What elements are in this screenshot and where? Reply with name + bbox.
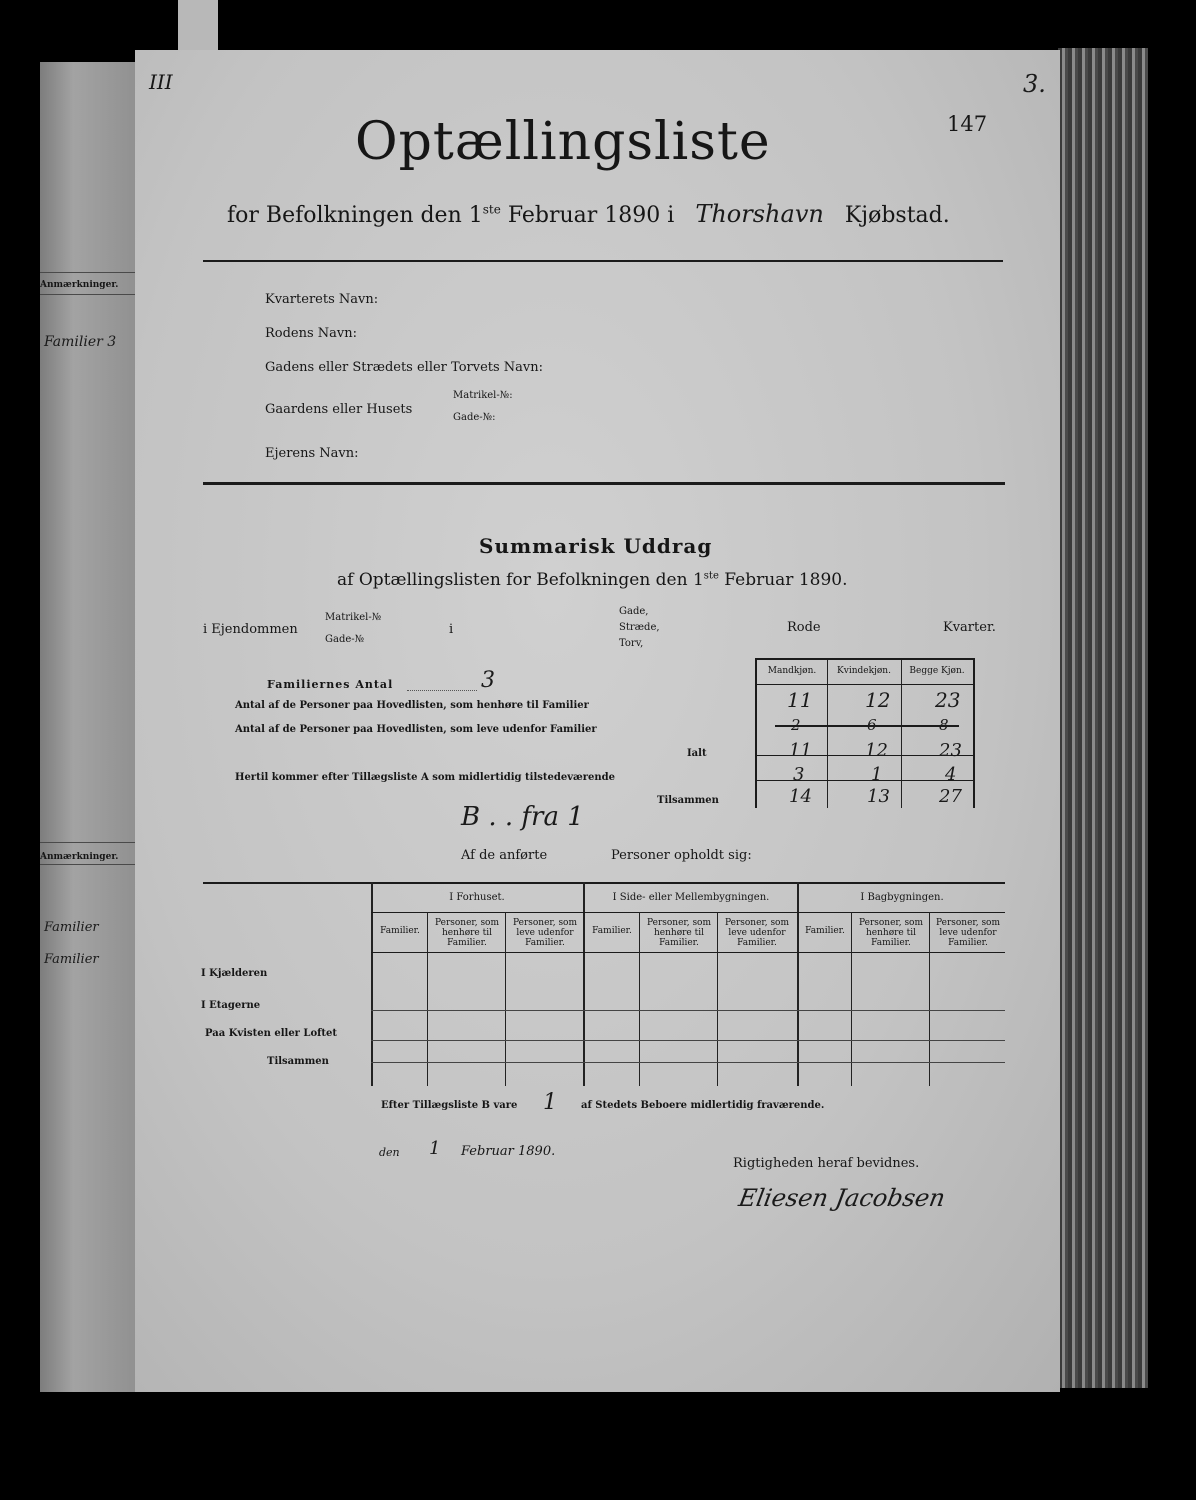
summary-gade-no-label: Gade-№ — [325, 634, 365, 645]
matrikel-label: Matrikel-№: — [453, 390, 513, 401]
familier-dots — [407, 690, 477, 692]
census-page — [135, 50, 1060, 1392]
summary-subheading-sup: ste — [703, 570, 719, 582]
town-handwritten: Thorshavn — [695, 200, 824, 228]
row-label-3: Ialt — [687, 748, 707, 759]
sub-udenfor-1: Personer, som leve udenfor Familier. — [512, 918, 578, 948]
familier-label: Familiernes Antal — [267, 678, 394, 691]
familier-value: 3 — [481, 668, 495, 693]
date-day: 1 — [429, 1138, 441, 1159]
title-rule — [203, 260, 1003, 262]
group-side: I Side- eller Mellembygningen. — [612, 892, 770, 903]
r1-kvinde: 12 — [865, 688, 891, 712]
gade-option: Gade, — [619, 606, 649, 617]
margin-handwriting-1: Familier 3 — [44, 334, 117, 350]
sub-familier-1: Familier. — [380, 926, 420, 936]
r4-begge: 4 — [945, 764, 957, 785]
subtitle-prefix: for Befolkningen den 1 — [227, 203, 483, 228]
straede-option: Stræde, — [619, 622, 660, 633]
res-row-tilsammen: Tilsammen — [267, 1056, 329, 1067]
col-kvinde: Kvindekjøn. — [837, 666, 891, 676]
tillaeg-value: 1 — [543, 1090, 557, 1115]
attest-text: Rigtigheden heraf bevidnes. — [733, 1156, 920, 1171]
subtitle-sup: ste — [482, 202, 501, 217]
gade-label: Gadens eller Strædets eller Torvets Navn: — [265, 360, 544, 375]
location-rule — [203, 482, 1005, 485]
kvarter-label: Kvarterets Navn: — [265, 292, 379, 307]
r3-kvinde: 12 — [865, 740, 888, 761]
res-row-kjaelder: I Kjælderen — [201, 968, 268, 979]
summary-subheading-prefix: af Optællingslisten for Befolkningen den 1 — [337, 570, 704, 590]
summary-matrikel-label: Matrikel-№ — [325, 612, 382, 623]
gade-no-label: Gade-№: — [453, 412, 496, 423]
r5-kvinde: 13 — [867, 786, 890, 807]
tillaeg-suffix: af Stedets Beboere midlertidig fraværende. — [581, 1100, 825, 1111]
sub-familier-3: Familier. — [805, 926, 845, 936]
r5-mand: 14 — [789, 786, 812, 807]
col-mand: Mandkjøn. — [767, 666, 817, 676]
row-label-2: Antal af de Personer paa Hovedlisten, som leve udenfor Familier — [235, 724, 597, 735]
row-label-1: Antal af de Personer paa Hovedlisten, som henhøre til Familier — [235, 700, 589, 711]
signature: Eliesen Jacobsen — [736, 1184, 948, 1212]
res-row-kvist: Paa Kvisten eller Loftet — [205, 1028, 338, 1039]
page-title: Optællingsliste — [355, 112, 771, 172]
subtitle-mid: Februar 1890 i — [500, 203, 675, 228]
summary-subheading-suffix: Februar 1890. — [718, 570, 848, 590]
margin-handwriting-2: Familier — [44, 920, 99, 935]
r1-mand: 11 — [787, 688, 813, 712]
volume-mark: III — [149, 70, 173, 94]
margin-heading-2: Anmærkninger. — [40, 852, 119, 862]
ejendom-label: i Ejendommen — [203, 622, 298, 637]
sub-henhore-3: Personer, som henhøre til Familier. — [858, 918, 924, 948]
sub-familier-2: Familier. — [592, 926, 632, 936]
group-forhus: I Forhuset. — [449, 892, 505, 903]
group-bag: I Bagbygningen. — [860, 892, 944, 903]
sub-henhore-1: Personer, som henhøre til Familier. — [434, 918, 500, 948]
sub-udenfor-2: Personer, som leve udenfor Familier. — [724, 918, 790, 948]
residence-table — [371, 882, 1005, 1086]
summary-i: i — [449, 622, 454, 637]
r4-mand: 3 — [793, 764, 805, 785]
res-row-etager: I Etagerne — [201, 1000, 261, 1011]
summary-heading: Summarisk Uddrag — [479, 534, 713, 558]
margin-heading-1: Anmærkninger. — [40, 280, 119, 290]
rode-label-2: Rode — [787, 620, 821, 635]
rode-label: Rodens Navn: — [265, 326, 358, 341]
r1-begge: 23 — [935, 688, 961, 712]
row-label-5: Tilsammen — [657, 795, 719, 806]
torv-option: Torv, — [619, 638, 644, 649]
date-rest: Februar 1890. — [461, 1144, 556, 1159]
page-number: 147 — [947, 112, 988, 136]
summary-subheading — [337, 570, 848, 590]
subtitle-suffix: Kjøbstad. — [844, 203, 950, 228]
subtitle — [227, 200, 950, 228]
page-edges — [1058, 48, 1148, 1388]
residence-intro-left: Af de anførte — [461, 848, 548, 863]
r3-begge: 23 — [939, 740, 962, 761]
r5-begge: 27 — [939, 786, 962, 807]
row-label-4: Hertil kommer efter Tillægsliste A som midlertidig tilstedeværende — [235, 772, 616, 783]
kvarter-label-2: Kvarter. — [943, 620, 996, 635]
sub-udenfor-3: Personer, som leve udenfor Familier. — [935, 918, 1001, 948]
handwritten-note: B . . fra 1 — [461, 802, 584, 832]
sheet-number: 3. — [1023, 70, 1046, 98]
tillaeg-prefix: Efter Tillægsliste B vare — [381, 1100, 518, 1111]
strike-line — [775, 725, 959, 727]
paper-tab — [178, 0, 218, 50]
col-begge: Begge Kjøn. — [909, 666, 965, 676]
ejer-label: Ejerens Navn: — [265, 446, 359, 461]
sub-henhore-2: Personer, som henhøre til Familier. — [646, 918, 712, 948]
r3-mand: 11 — [789, 740, 812, 761]
r4-kvinde: 1 — [871, 764, 883, 785]
margin-handwriting-3: Familier — [44, 952, 99, 967]
date-prefix: den — [379, 1146, 400, 1159]
residence-intro-right: Personer opholdt sig: — [611, 848, 752, 863]
gaard-label: Gaardens eller Husets — [265, 402, 413, 417]
